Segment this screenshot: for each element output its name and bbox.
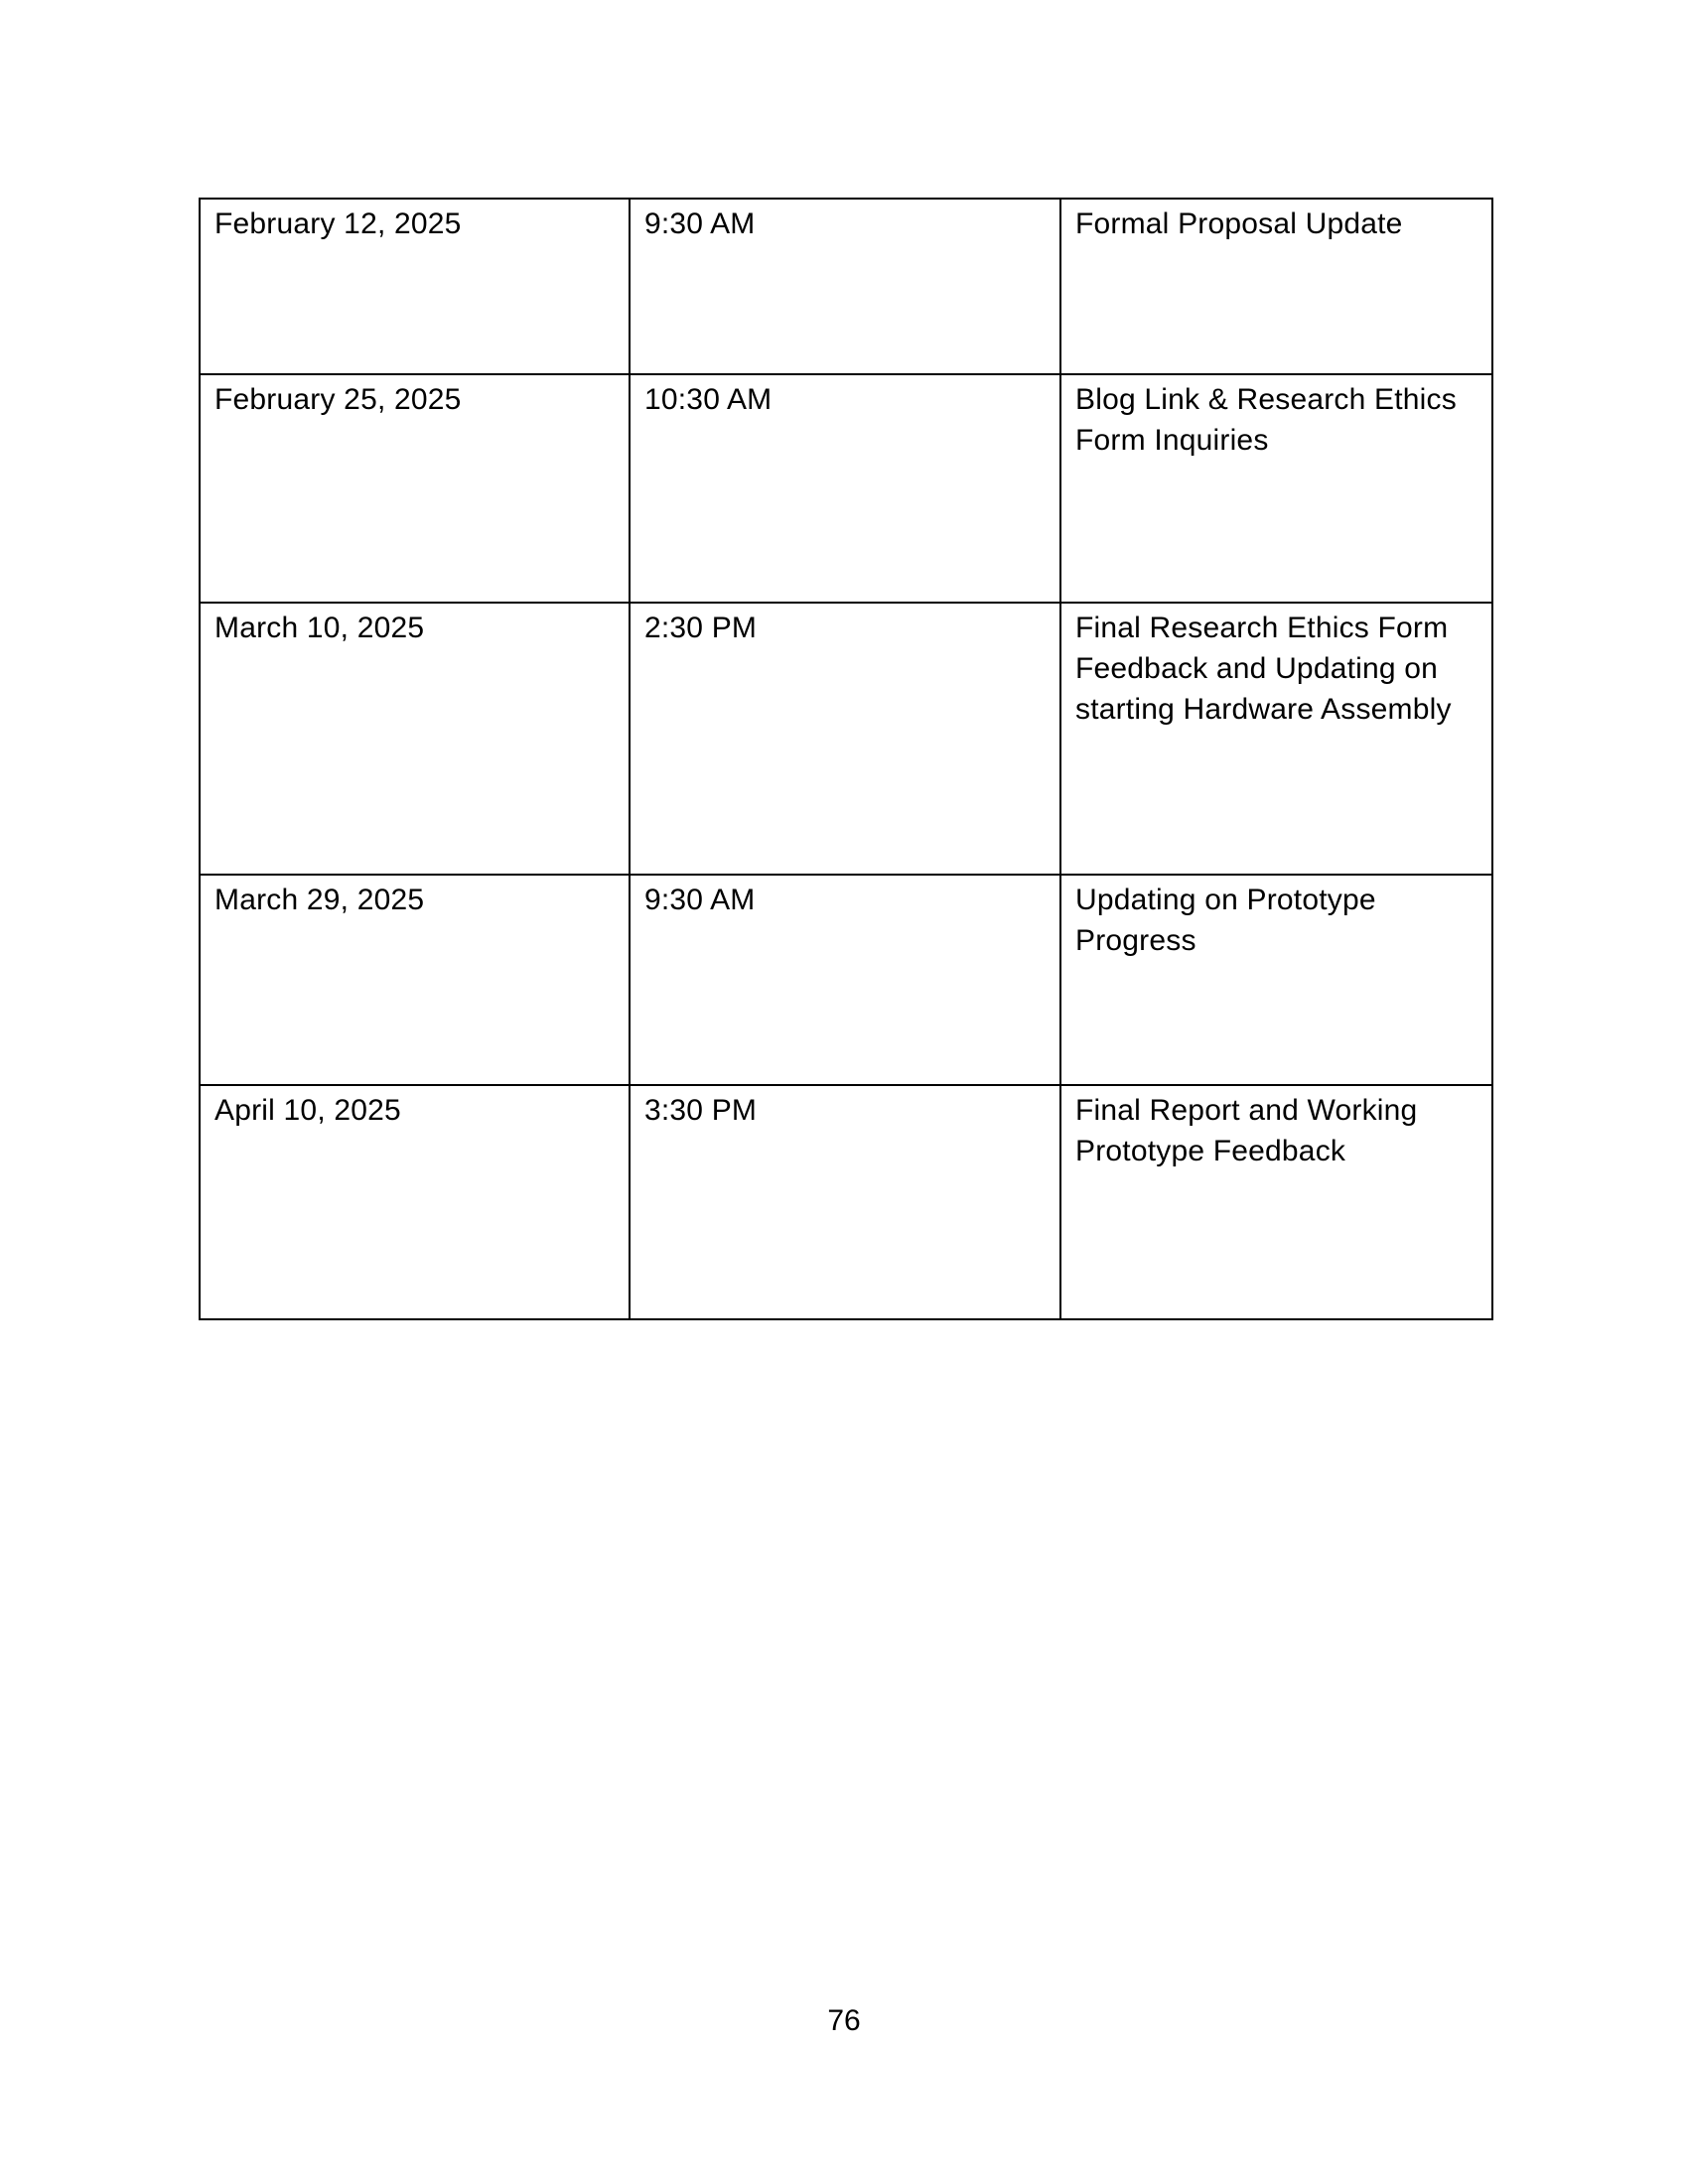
meeting-time: 10:30 AM: [630, 374, 1060, 603]
meeting-topic: Final Research Ethics Form Feedback and Updating on starting Hardware Assembly: [1060, 603, 1492, 875]
meeting-topic: Final Report and Working Prototype Feedback: [1060, 1085, 1492, 1319]
table-row: [200, 875, 1492, 1085]
meeting-topic: Updating on Prototype Progress: [1060, 875, 1492, 1085]
meeting-topic: Formal Proposal Update: [1060, 199, 1492, 374]
table-row: [200, 374, 1492, 603]
meeting-date: February 25, 2025: [200, 374, 630, 603]
meeting-time: 9:30 AM: [630, 199, 1060, 374]
meeting-time: 3:30 PM: [630, 1085, 1060, 1319]
table-row: [200, 1085, 1492, 1319]
meeting-time: 9:30 AM: [630, 875, 1060, 1085]
page-number: 76: [827, 2004, 861, 2037]
meeting-date: April 10, 2025: [200, 1085, 630, 1319]
meeting-date: March 10, 2025: [200, 603, 630, 875]
meeting-schedule-table: [199, 198, 1493, 1320]
table-row: [200, 603, 1492, 875]
meeting-time: 2:30 PM: [630, 603, 1060, 875]
meeting-date: March 29, 2025: [200, 875, 630, 1085]
meeting-topic: Blog Link & Research Ethics Form Inquiries: [1060, 374, 1492, 603]
table-row: [200, 199, 1492, 374]
meeting-date: February 12, 2025: [200, 199, 630, 374]
